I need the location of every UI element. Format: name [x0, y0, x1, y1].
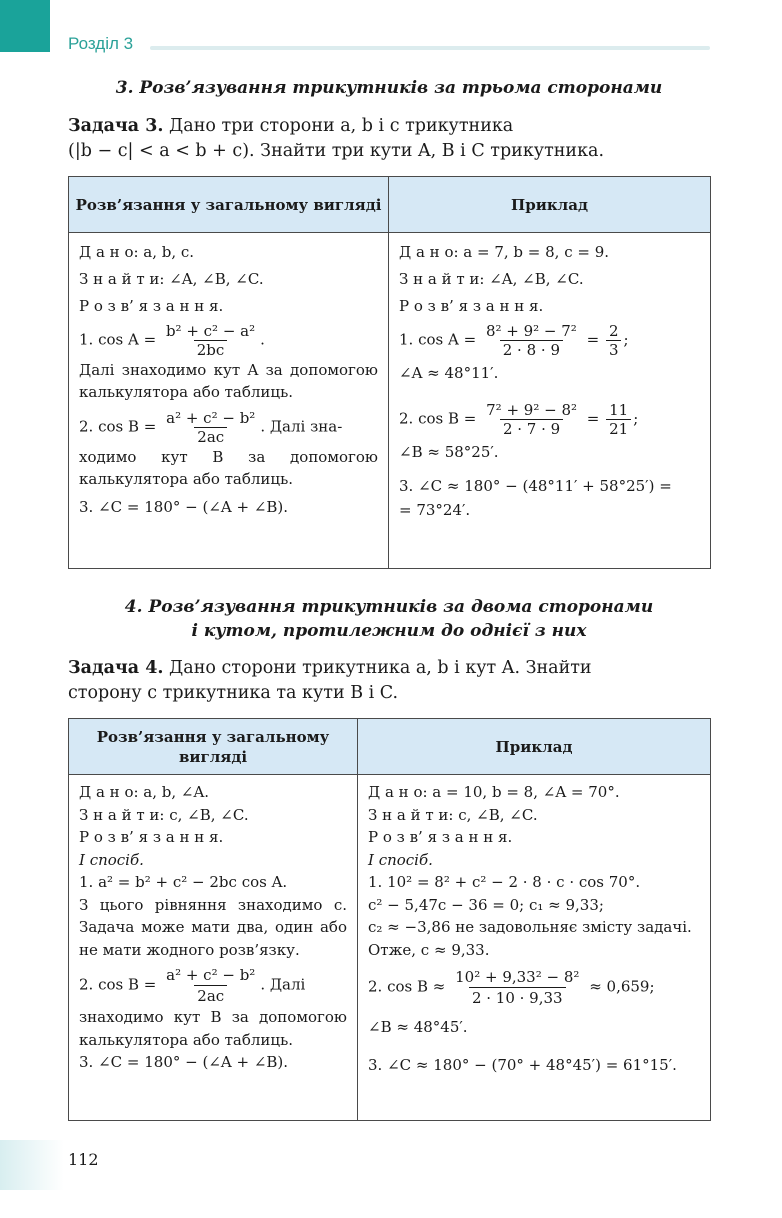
task-4-text: [68, 656, 710, 706]
task-4-header-example: Приклад: [358, 719, 711, 775]
example-cosine-law: 1. 10² = 8² + c² − 2 · 8 · c · cos 70°.: [368, 873, 641, 891]
method-label: I спосіб.: [79, 850, 144, 869]
footer-gradient: [0, 1140, 64, 1190]
example-root-rejected: c₂ ≈ −3,86 не задовольняє змісту задачі.: [368, 918, 692, 936]
given: Д а н о: a, b, ∠A.: [79, 783, 210, 801]
corner-color-block: [0, 0, 50, 52]
example-angle-c-2: = 73°24′.: [399, 501, 471, 519]
formula-cos-a: 1. cos A = $\frac{\text{b² + c² − a²}}{2bc}$ .: [79, 322, 265, 359]
find: З н а й т и: ∠A, ∠B, ∠C.: [399, 270, 584, 288]
find: З н а й т и: c, ∠B, ∠C.: [368, 805, 538, 824]
note-angle-a: Далі знаходимо кут A за допомогою калькулятора або таблиць.: [79, 361, 378, 401]
task-3-header-example: Приклад: [389, 177, 711, 233]
header-rule: [150, 46, 710, 50]
task-3-text: [68, 114, 710, 164]
section-label: Розділ 3: [68, 34, 134, 53]
task-3-line-1: Дано три сторони a, b і c трикутника: [163, 116, 514, 136]
formula-angle-c: 3. ∠C = 180° − (∠A + ∠B).: [79, 1053, 289, 1071]
find: З н а й т и: c, ∠B, ∠C.: [79, 805, 249, 824]
task-4-table: [68, 718, 711, 1121]
task-4-header-general: Розв’язання у загальному вигляді: [69, 719, 358, 775]
example-angle-c: 3. ∠C ≈ 180° − (70° + 48°45′) = 61°15′.: [368, 1056, 677, 1074]
example-angle-a: ∠A ≈ 48°11′.: [399, 364, 499, 382]
task-3-example-cell: [389, 233, 711, 569]
example-c-value: Отже, c ≈ 9,33.: [368, 940, 490, 959]
example-cos-a: 1. cos A = $\frac{\text{8² + 9² − 7²}}{2 \cdot 8 \cdot 9}$ = $\frac{2}{3}$ ;: [399, 322, 629, 359]
task-3-general-cell: [69, 233, 389, 569]
example-cos-b: 2. cos B = $\frac{\text{7² + 9² − 8²}}{2 \cdot 7 \cdot 9}$ = $\frac{11}{21}$ ;: [399, 401, 639, 438]
formula-cos-b: 2. cos B = $\frac{\text{a² + c² − b²}}{2ac}$ . Далі: [79, 966, 306, 1005]
task-3-line-2: (|b − c| < a < b + c). Знайти три кути A, B і C трикутника.: [68, 141, 605, 161]
task-3-table: [68, 176, 711, 569]
section-4-title-line-2: і кутом, протилежним до однієї з них: [191, 621, 587, 641]
formula-cos-b: 2. cos B = $\frac{\text{a² + c² − b²}}{2ac}$ . Далі зна-: [79, 409, 343, 446]
page-number: 112: [68, 1150, 99, 1169]
method-label: I спосіб.: [368, 850, 433, 869]
task-4-line-1: Дано сторони трикутника a, b і кут A. Знайти: [163, 658, 592, 678]
section-3-title: 3. Розв’язування трикутників за трьома сторонами: [115, 78, 663, 98]
solution-label: Р о з в’ я з а н н я.: [368, 828, 513, 846]
example-quadratic: c² − 5,47c − 36 = 0; c₁ ≈ 9,33;: [368, 895, 604, 914]
task-4-general-cell: [69, 775, 358, 1121]
given: Д а н о: a = 10, b = 8, ∠A = 70°.: [368, 783, 620, 801]
formula-angle-c: 3. ∠C = 180° − (∠A + ∠B).: [79, 498, 289, 516]
task-3-header-general: Розв’язання у загальному вигляді: [69, 177, 389, 233]
given: Д а н о: a, b, c.: [79, 243, 195, 261]
example-cos-b: 2. cos B ≈ $\frac{\text{10² + 9,33² − 8²}}{2 \cdot 10 \cdot 9,33}$ ≈ 0,659;: [368, 968, 655, 1007]
solution-label: Р о з в’ я з а н н я.: [399, 297, 544, 315]
task-4-example-cell: [358, 775, 711, 1121]
section-4-title: [68, 595, 710, 643]
task-3-label: Задача 3.: [68, 116, 164, 136]
given: Д а н о: a = 7, b = 8, c = 9.: [399, 243, 610, 261]
note-angle-b: ходимо кут B за допомогою калькулятора або таблиць.: [79, 448, 378, 488]
solution-label: Р о з в’ я з а н н я.: [79, 297, 224, 315]
example-angle-b: ∠B ≈ 58°25′.: [399, 443, 499, 461]
section-4-title-line-1: 4. Розв’язування трикутників за двома сторонами: [124, 597, 654, 617]
cosine-law: 1. a² = b² + c² − 2bc cos A.: [79, 873, 288, 891]
note-angle-b: знаходимо кут B за допомогою калькулятора або таблиць.: [79, 1008, 347, 1049]
note-find-c: З цього рівняння знаходимо c. Задача може мати два, один або не мати жодного розв’язку.: [79, 895, 347, 959]
find: З н а й т и: ∠A, ∠B, ∠C.: [79, 270, 264, 288]
example-angle-c-1: 3. ∠C ≈ 180° − (48°11′ + 58°25′) =: [399, 477, 672, 495]
task-4-line-2: сторону c трикутника та кути B і C.: [68, 683, 399, 703]
task-4-label: Задача 4.: [68, 658, 164, 678]
solution-label: Р о з в’ я з а н н я.: [79, 828, 224, 846]
example-angle-b: ∠B ≈ 48°45′.: [368, 1018, 468, 1036]
